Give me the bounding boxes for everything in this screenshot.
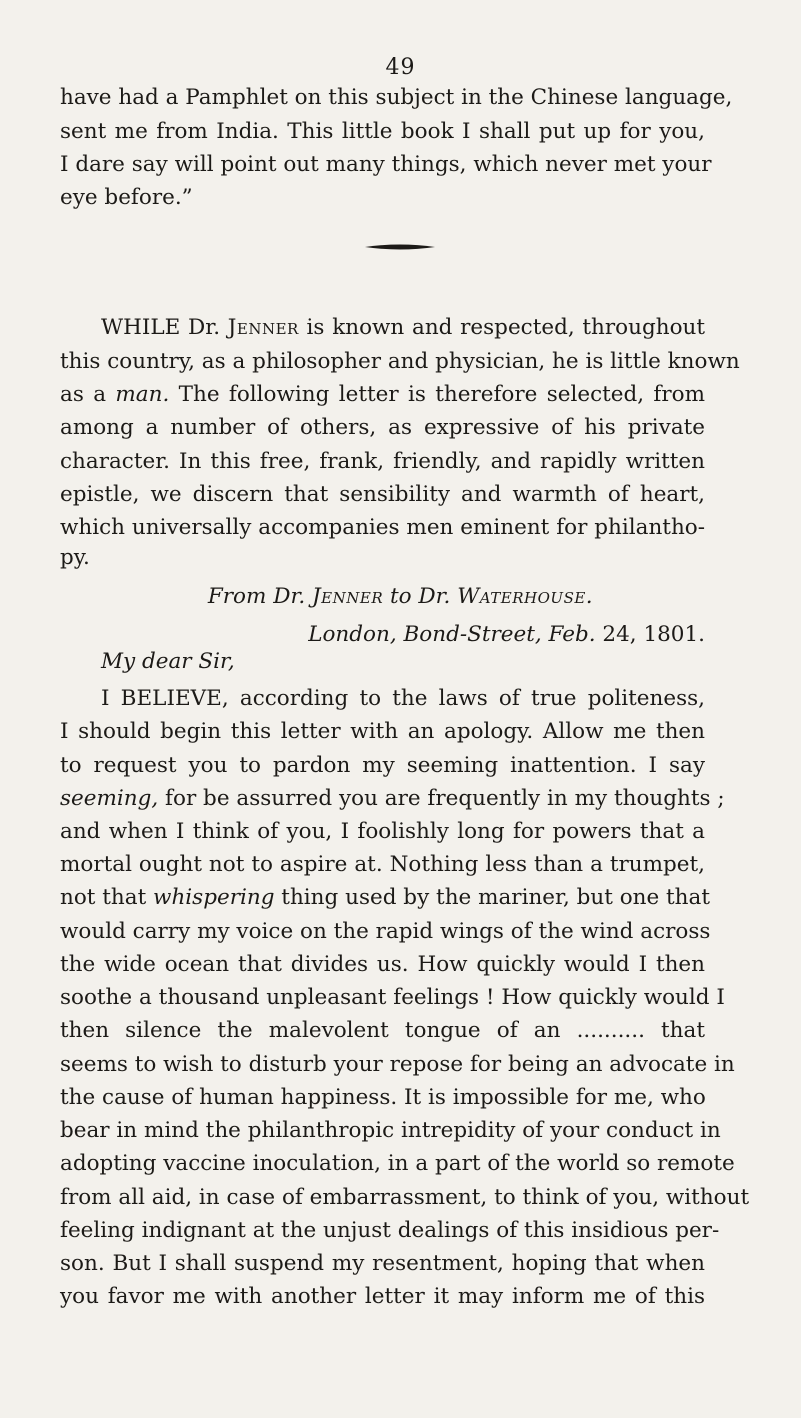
text-line: would carry my voice on the rapid wings of the wind across <box>60 919 711 944</box>
text-line: the cause of human happiness. It is impossible for me, who <box>60 1085 706 1110</box>
letter-heading: From Dr. Jenner to Dr. Waterhouse. <box>207 584 594 609</box>
text-line: seems to wish to disturb your repose for being an advocate in <box>60 1052 735 1077</box>
text-line: this country, as a philosopher and physician, he is little known <box>60 349 740 374</box>
text-line: seeming, for be assurred you are frequently in my thoughts ; <box>60 786 725 811</box>
text-line: to request you to pardon my seeming inattention. I say <box>60 753 705 778</box>
text-line: sent me from India. This little book I shall put up for you, <box>60 119 705 144</box>
text-line: I dare say will point out many things, which never met your <box>60 152 712 177</box>
text-line: py. <box>60 545 90 570</box>
ornamental-rule <box>365 243 435 251</box>
text-line: not that whispering thing used by the mariner, but one that <box>60 885 710 910</box>
text-line: among a number of others, as expressive of his private <box>60 415 705 440</box>
emphasis-man: man. <box>115 382 170 407</box>
text-line: I should begin this letter with an apology. Allow me then <box>60 719 705 744</box>
text-line: I BELIEVE, according to the laws of true politeness, <box>101 686 705 711</box>
text-line: the wide ocean that divides us. How quickly would I then <box>60 952 705 977</box>
text-line: from all aid, in case of embarrassment, to think of you, without <box>60 1185 750 1210</box>
page-number: 49 <box>385 55 416 80</box>
text-line: you favor me with another letter it may inform me of this <box>60 1284 705 1309</box>
text-line: have had a Pamphlet on this subject in the Chinese language, <box>60 85 733 110</box>
text-line: which universally accompanies men eminent for philantho- <box>60 515 705 540</box>
letter-dateline: London, Bond-Street, Feb. 24, 1801. <box>308 622 705 647</box>
text-line: eye before.” <box>60 185 193 210</box>
text-line: soothe a thousand unpleasant feelings ! How quickly would I <box>60 985 725 1010</box>
name-jenner: Jenner <box>227 315 299 340</box>
text-line: WHILE Dr. Jenner is known and respected, throughout <box>101 315 706 340</box>
text-line: and when I think of you, I foolishly long for powers that a <box>60 819 705 844</box>
text-line: as a man. The following letter is therefore selected, from <box>60 382 705 407</box>
letter-salutation: My dear Sir, <box>101 649 235 674</box>
text-line: bear in mind the philanthropic intrepidity of your conduct in <box>60 1118 721 1143</box>
text-line: epistle, we discern that sensibility and warmth of heart, <box>60 482 705 507</box>
text-line: character. In this free, frank, friendly, and rapidly written <box>60 449 705 474</box>
text-line: mortal ought not to aspire at. Nothing less than a trumpet, <box>60 852 705 877</box>
text-line: feeling indignant at the unjust dealings of this insidious per- <box>60 1218 720 1243</box>
text-line: then silence the malevolent tongue of an .......... that <box>60 1018 705 1043</box>
text-line: son. But I shall suspend my resentment, hoping that when <box>60 1251 705 1276</box>
text-line: adopting vaccine inoculation, in a part of the world so remote <box>60 1151 735 1176</box>
